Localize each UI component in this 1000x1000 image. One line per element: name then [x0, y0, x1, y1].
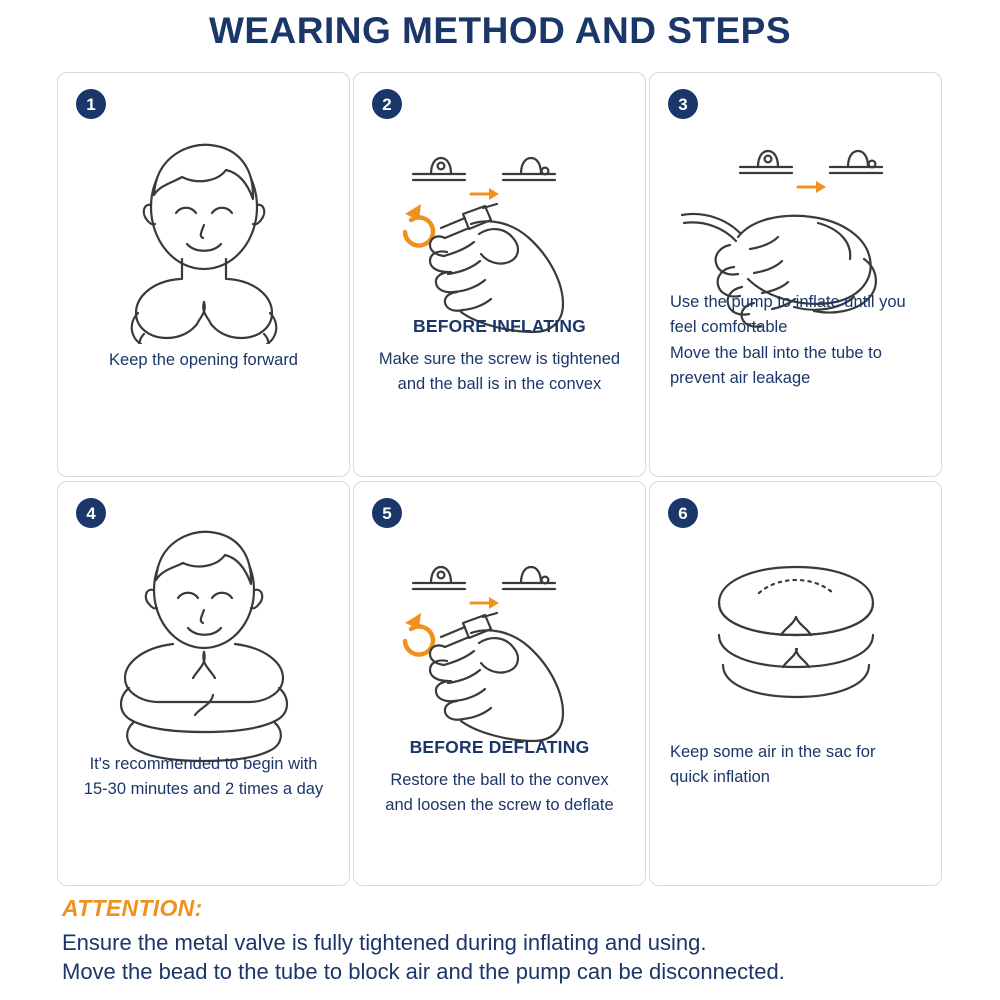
- step-card-6: [649, 481, 942, 886]
- step-caption-4: [58, 752, 349, 819]
- step-number-badge: 6: [668, 498, 698, 528]
- attention-line: Move the bead to the tube to block air and the pump can be disconnected.: [62, 959, 785, 985]
- step-number-badge: 5: [372, 498, 402, 528]
- caption-line: feel comfortable: [670, 318, 788, 337]
- step-number-badge: 4: [76, 498, 106, 528]
- step-number-badge: 2: [372, 89, 402, 119]
- step-card-5: [353, 481, 646, 886]
- deflated-neck-pillow-stack-icon: [650, 518, 941, 773]
- step-caption-2: [354, 316, 645, 414]
- caption-line: Move the ball into the tube to: [670, 343, 882, 362]
- step-card-4: [57, 481, 350, 886]
- caption-line: Keep some air in the sac for: [670, 742, 876, 761]
- step-number-badge: 3: [668, 89, 698, 119]
- attention-label: ATTENTION:: [62, 895, 203, 921]
- caption-line: Use the pump to inflate until you: [670, 292, 906, 311]
- caption-line: Keep the opening forward: [109, 351, 298, 370]
- attention-block: [62, 895, 952, 987]
- boy-wearing-neck-pillow-front-icon: [58, 109, 349, 364]
- step-card-3: [649, 72, 942, 477]
- steps-grid: [57, 72, 943, 886]
- caption-line: and the ball is in the convex: [397, 375, 602, 394]
- step-number-badge: 1: [76, 89, 106, 119]
- caption-line: and loosen the screw to deflate: [385, 796, 614, 815]
- caption-line: 15-30 minutes and 2 times a day: [83, 780, 324, 799]
- caption-line: Make sure the screw is tightened: [378, 349, 621, 368]
- caption-line: It's recommended to begin with: [89, 754, 318, 773]
- caption-line: prevent air leakage: [670, 369, 811, 388]
- step-caption-6: [650, 740, 941, 807]
- caption-line: quick inflation: [670, 768, 770, 787]
- page-title: WEARING METHOD AND STEPS: [208, 10, 792, 51]
- step-caption-3: [650, 290, 941, 408]
- hand-loosening-screw-valve-icon: [354, 518, 645, 773]
- caption-line: Restore the ball to the convex: [390, 770, 609, 789]
- step-caption-5: [354, 737, 645, 835]
- caption-heading: BEFORE DEFLATING: [409, 736, 590, 757]
- boy-wearing-inflated-neck-traction-device-icon: [58, 518, 349, 773]
- step-caption-1: [58, 348, 349, 390]
- step-card-1: [57, 72, 350, 477]
- step-card-2: [353, 72, 646, 477]
- caption-heading: BEFORE INFLATING: [412, 315, 586, 336]
- attention-line: Ensure the metal valve is fully tightened during inflating and using.: [62, 930, 707, 955]
